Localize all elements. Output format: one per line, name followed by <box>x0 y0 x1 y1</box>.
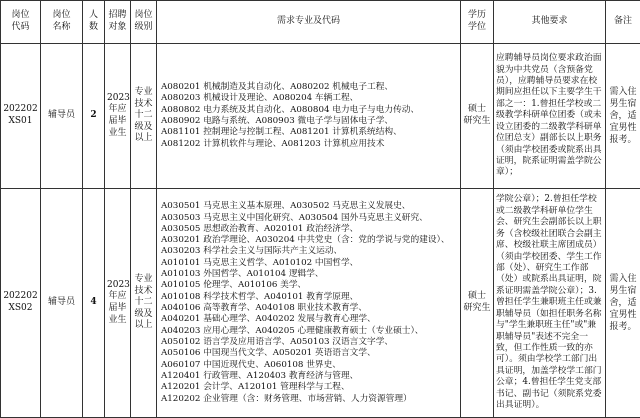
position-name: 辅导员 <box>41 189 83 418</box>
degree: 硕士 研究生 <box>461 189 494 418</box>
header-majors: 需求专业及代码 <box>157 1 461 44</box>
recruit-target: 2023 年应 届毕 业生 <box>105 44 131 189</box>
recruit-target: 2023 年应 届毕 业生 <box>105 189 131 418</box>
remark: 需入住 男生宿 舍，适 宜男性 报考。 <box>606 189 640 418</box>
position-name: 辅导员 <box>41 44 83 189</box>
major-line: A030503 马克思主义中国化研究、A030504 国外马克思主义研究、 <box>161 212 428 223</box>
major-line: A080201 机械制造及其自动化、A080202 机械电子工程、 <box>161 82 394 93</box>
major-line: A040203 应用心理学、A040205 心理健康教育硕士（专业硕士）、 <box>161 325 424 336</box>
position-count: 2 <box>83 44 105 189</box>
majors-list <box>157 189 461 418</box>
table-row <box>1 189 640 418</box>
header-note: 备注 <box>606 1 640 44</box>
header-degree: 学历 学位 <box>461 1 494 44</box>
position-level: 专业 技术 十二 级及 以上 <box>131 189 157 418</box>
major-line: A010103 外国哲学、A010104 逻辑学、 <box>161 269 324 280</box>
majors-list <box>157 44 461 189</box>
position-count: 4 <box>83 189 105 418</box>
header-target: 招聘 对象 <box>105 1 131 44</box>
remark: 需入住 男生宿 舍，适 宜男性 报考。 <box>606 44 640 189</box>
header-count: 人数 <box>83 1 105 44</box>
header-code: 岗位 代码 <box>1 1 41 44</box>
major-line: A010101 马克思主义哲学、A010102 中国哲学、 <box>161 257 359 268</box>
table-row <box>1 44 640 189</box>
major-line: A080802 电力系统及其自动化、A080804 电力电子与电力传动、 <box>161 104 420 115</box>
header-name: 岗位 名称 <box>41 1 83 44</box>
major-line: A120401 行政管理、A120403 教育经济与管理、 <box>161 370 359 381</box>
position-code: 202202 XS01 <box>1 44 41 189</box>
major-line: A030201 政治学理论、A030204 中共党史（含：党的学说与党的建设）、 <box>161 235 450 246</box>
major-line: A080203 机械设计及理论、A080204 车辆工程、 <box>161 93 359 104</box>
major-line: A120201 会计学、A120101 管理科学与工程、 <box>161 382 350 393</box>
position-code: 202202 XS02 <box>1 189 41 418</box>
major-line: A040106 高等教育学、A040108 职业技术教育学、 <box>161 303 368 313</box>
other-requirements: 应聘辅导员岗位要求政治面貌为中共党员（含预备党员），应聘辅导员要求在校期间应担任以下主要学生干部之一：1.曾担任学校或二级教学科研单位团委（或未设立团委的二级教学科研单位团总支）副部长以上职务（须由学校团委或院系出具证明，院系证明需盖学院公章）； <box>494 44 606 189</box>
major-line: A040201 基础心理学、A040202 发展与教育心理学、 <box>161 314 376 325</box>
major-line: A010105 伦理学、A010106 美学、 <box>161 280 307 291</box>
header-row <box>1 1 640 44</box>
degree: 硕士 研究生 <box>461 44 494 189</box>
major-line: A050106 中国现当代文学、A050201 英语语言文学、 <box>161 348 376 359</box>
other-requirements: 学院公章）；2.曾担任学校或二级教学科研单位学生会、研究生会副部长以上职务（含校级社团联合会副主席、校级社联主席团成员）（须由学校团委、学生工作部（处）、研究生工作部（处）或院系出具证明，院系证明需盖学院公章）；3.曾担任学生兼职班主任或兼职辅导员（如担任职务名称与"学生兼职班主任"或"兼职辅导员"表述不完全一致，但工作性质一致的亦可）。须由学校学工部门出具证明，加盖学校学工部门公章；4.曾担任学生党支部书记、副书记（须院系党委出具证明）。 <box>494 189 606 418</box>
major-line: A050102 语言学及应用语言学、A050103 汉语言文字学、 <box>161 336 394 347</box>
position-level: 专业 技术 十二 级及 以上 <box>131 44 157 189</box>
major-line: A060107 中国近现代史、A060108 世界史、 <box>161 359 341 370</box>
major-line: A081101 控制理论与控制工程、A081201 计算机系统结构、 <box>161 127 402 138</box>
header-other: 其他要求 <box>494 1 606 44</box>
major-line: A010108 科学技术哲学、A040101 教育学原理、 <box>161 291 359 302</box>
major-line: A030501 马克思主义基本原理、A030502 马克思主义发展史、 <box>161 201 411 212</box>
major-line: A120202 企业管理（含：财务管理、市场营销、人力资源管理） <box>161 393 412 404</box>
major-line: A080902 电路与系统、A080903 微电子学与固体电子学、 <box>161 116 394 126</box>
header-level: 岗位 级别 <box>131 1 157 44</box>
major-line: A030203 科学社会主义与国际共产主义运动、 <box>161 246 343 257</box>
major-line: A081202 计算机软件与理论、A081203 计算机应用技术 <box>161 138 385 149</box>
major-line: A030505 思想政治教育、A020101 政治经济学、 <box>161 223 359 234</box>
